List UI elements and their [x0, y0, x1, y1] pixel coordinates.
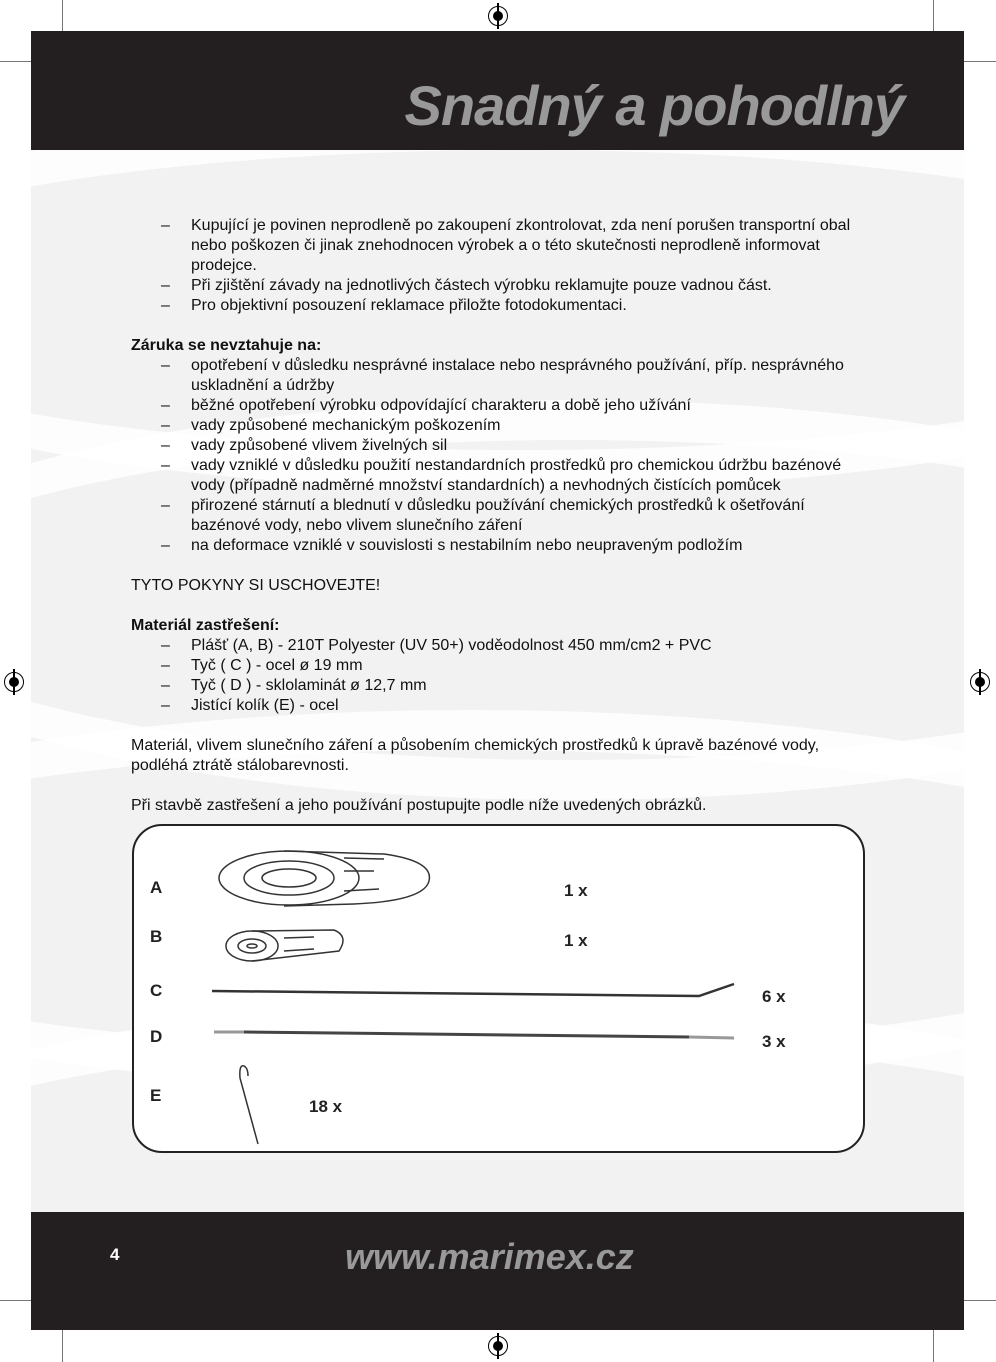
- peg-e-icon: [240, 1066, 258, 1144]
- crop-mark: [0, 1300, 31, 1301]
- part-label: B: [150, 927, 163, 946]
- part-label: A: [150, 878, 163, 897]
- part-label: E: [150, 1086, 162, 1105]
- section-heading: Záruka se nevztahuje na:: [131, 337, 322, 354]
- list-item: – Tyč ( D ) - sklolaminát ø 12,7 mm: [161, 677, 427, 694]
- steel-pole-c-icon: [212, 984, 734, 996]
- part-label: C: [150, 981, 163, 1000]
- list-defects: [131, 216, 871, 316]
- list-item: – běžné opotřebení výrobku odpovídající charakteru a době jeho užívání: [161, 397, 691, 414]
- section-heading: Materiál zastřešení:: [131, 617, 280, 634]
- website-link[interactable]: www.marimex.cz: [345, 1236, 634, 1277]
- list-item: – Kupující je povinen neprodleně po zakoupení zkontrolovat, zda není porušen transportní obal nebo poškozen či jinak znehodnocen výrobek a o této skutečnosti neprodleně informovat prodejce.: [161, 217, 851, 274]
- crop-mark: [964, 1300, 996, 1301]
- registration-mark-icon: [970, 672, 990, 692]
- crop-mark: [933, 1330, 934, 1362]
- list-item: – Plášť (A, B) - 210T Polyester (UV 50+) voděodolnost 450 mm/cm2 + PVC: [161, 637, 712, 654]
- list-item: – na deformace vzniklé v souvislosti s nestabilním nebo neupraveným podložím: [161, 537, 743, 554]
- part-quantity: 6 x: [762, 987, 786, 1006]
- crop-mark: [62, 0, 63, 31]
- list-item: – Jistící kolík (E) - ocel: [161, 697, 339, 714]
- crop-mark: [62, 1330, 63, 1362]
- part-label: D: [150, 1027, 163, 1046]
- part-quantity: 3 x: [762, 1032, 786, 1051]
- parts-list-box: [132, 824, 865, 1153]
- rolled-cover-b-icon: [226, 930, 343, 961]
- list-item: – přirozené stárnutí a blednutí v důsledku používání chemických prostředků k ošetřování bazénové vody, nebo vlivem slunečního záření: [161, 497, 805, 534]
- part-quantity: 1 x: [564, 881, 588, 900]
- fiberglass-pole-d-icon: [214, 1032, 734, 1038]
- list-item: – Tyč ( C ) - ocel ø 19 mm: [161, 657, 363, 674]
- page-title: Snadný a pohodlný: [404, 74, 904, 137]
- part-quantity: 18 x: [309, 1097, 343, 1116]
- page-number: 4: [110, 1245, 120, 1264]
- list-item: – Při zjištění závady na jednotlivých částech výrobku reklamujte pouze vadnou část.: [161, 277, 772, 294]
- paragraph: Při stavbě zastřešení a jeho používání postupujte podle níže uvedených obrázků.: [131, 797, 707, 814]
- crop-mark: [0, 61, 31, 62]
- registration-mark-icon: [488, 6, 508, 26]
- keep-instructions-note: TYTO POKYNY SI USCHOVEJTE!: [131, 577, 381, 594]
- list-item: – vady vzniklé v důsledku použití nestandardních prostředků pro chemickou údržbu bazénové vody (případně nadměrné množství standardních) a nevhodných čistících pomůcek: [161, 457, 842, 494]
- registration-mark-icon: [488, 1336, 508, 1356]
- list-item: – Pro objektivní posouzení reklamace přiložte fotodokumentaci.: [161, 297, 627, 314]
- list-item: – opotřebení v důsledku nesprávné instalace nebo nesprávného používání, příp. nesprávného uskladnění a údržby: [161, 357, 844, 394]
- rolled-cover-a-icon: [219, 851, 429, 906]
- crop-mark: [933, 0, 934, 31]
- list-item: – vady způsobené vlivem živelných sil: [161, 437, 448, 454]
- paragraph: Materiál, vlivem slunečního záření a působením chemických prostředků k úpravě bazénové vody, podléhá ztrátě stálobarevnosti.: [131, 737, 820, 774]
- registration-mark-icon: [4, 672, 24, 692]
- footer-bar: [31, 1212, 964, 1330]
- part-quantity: 1 x: [564, 931, 588, 950]
- list-item: – vady způsobené mechanickým poškozením: [161, 417, 501, 434]
- crop-mark: [964, 61, 996, 62]
- body-text: [131, 216, 871, 816]
- header-bar: [31, 31, 964, 150]
